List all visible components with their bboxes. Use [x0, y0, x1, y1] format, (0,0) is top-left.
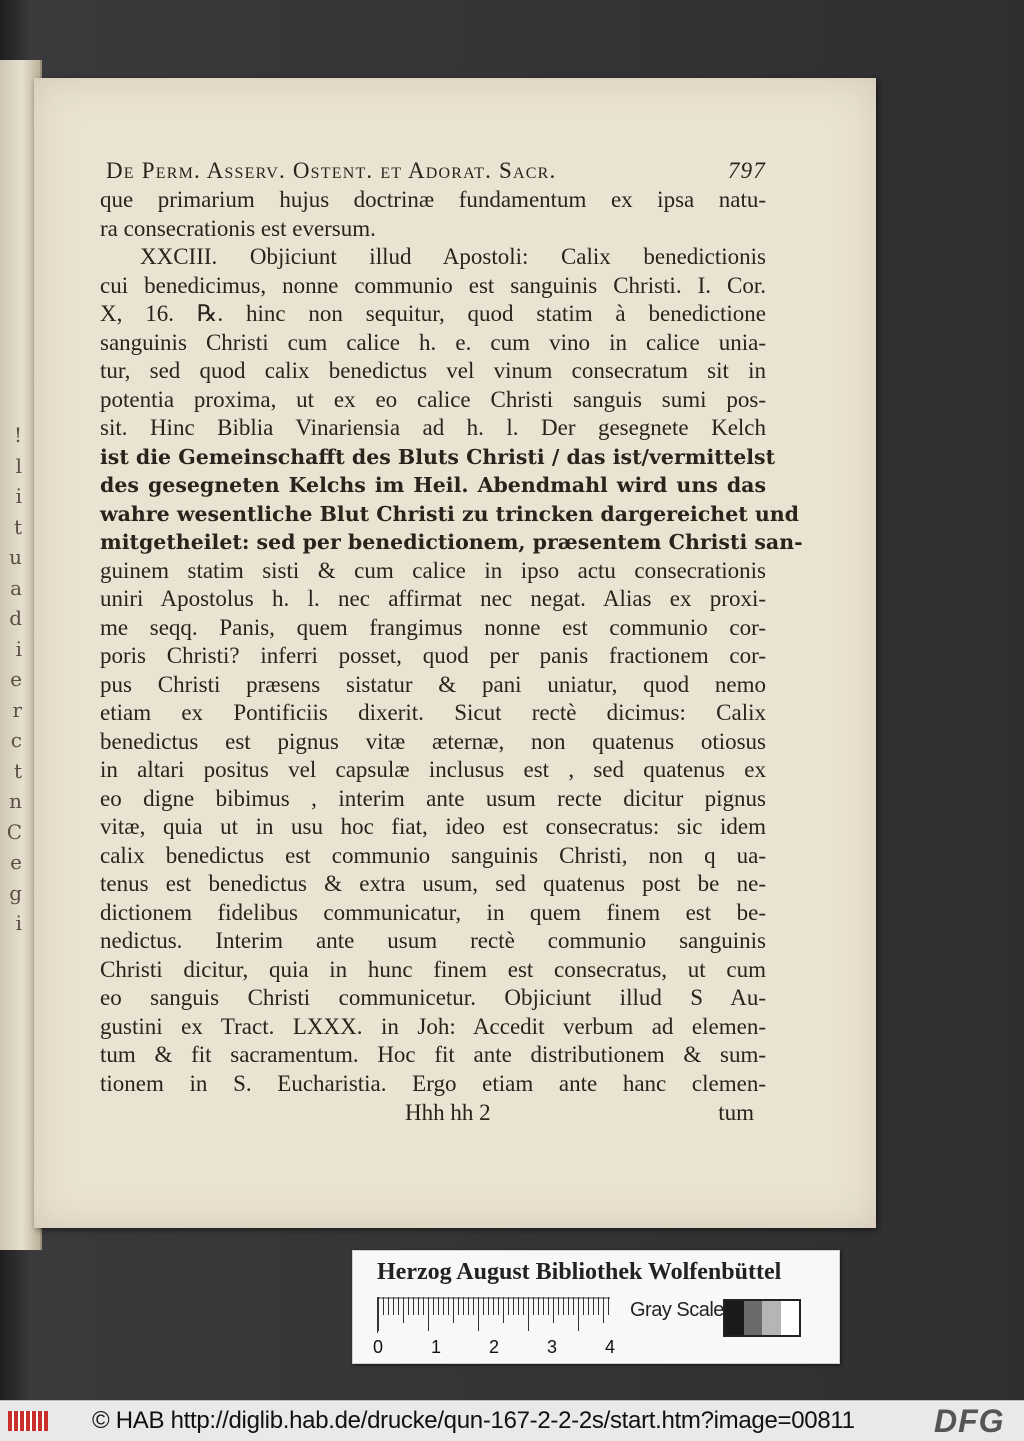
facing-page-glyph: l	[15, 453, 22, 478]
text-line: cui benedicimus, nonne communio est sanguinis Christi. I. Cor.	[100, 272, 766, 298]
text-line: X, 16. ℞. hinc non sequitur, quod statim à benedictione	[100, 301, 766, 326]
text-line: etiam ex Pontificiis dixerit. Sicut rectè dicimus: Calix	[100, 700, 766, 725]
facing-page-glyph: e	[10, 667, 22, 691]
gray-scale-swatches	[723, 1299, 801, 1337]
signature-mark: Hhh hh 2	[405, 1100, 491, 1125]
text-line: benedictus est pignus vitæ æternæ, non quatenus otiosus	[100, 728, 766, 754]
scale-ruler	[377, 1297, 610, 1333]
text-line: vitæ, quia ut in usu hoc fiat, ideo est consecratus: sic idem	[100, 814, 766, 839]
text-line: uniri Apostolus h. l. nec affirmat nec negat. Alias ex proxi-	[100, 586, 766, 611]
facing-page-glyph: u	[9, 545, 22, 569]
text-line: des gesegneten Kelchs im Heil. Abendmahl wird uns das	[100, 473, 766, 497]
facing-page-text-fragments	[0, 420, 22, 939]
facing-page-glyph: i	[15, 636, 22, 661]
facing-page-glyph: n	[9, 789, 22, 813]
gray-scale-label: Gray Scale	[630, 1299, 724, 1321]
facing-page-glyph: C	[6, 819, 22, 844]
running-head	[106, 156, 766, 186]
ruler-number: 3	[547, 1337, 558, 1357]
text-line: tur, sed quod calix benedictus vel vinum consecratum sit in	[100, 358, 766, 383]
text-line: eo digne bibimus , interim ante usum recte dicitur pignus	[100, 785, 766, 811]
text-line: wahre wesentliche Blut Christi zu trincken dargereichet und	[100, 501, 799, 526]
text-line: dictionem fidelibus communicatur, in quem finem est be-	[100, 899, 766, 925]
ruler-number: 1	[431, 1337, 442, 1357]
running-head-title: De Perm. Asserv. Ostent. et Adorat. Sacr.	[106, 158, 557, 183]
ruler-numbers	[369, 1337, 629, 1357]
catchword: tum	[718, 1100, 754, 1125]
text-line: XXCIII. Objiciunt illud Apostoli: Calix benedictionis	[140, 244, 766, 269]
source-url-link[interactable]: © HAB http://diglib.hab.de/drucke/qun-167-2-2-2s/start.htm?image=00811	[92, 1407, 855, 1434]
text-line: calix benedictus est communio sanguinis Christi, non q ua-	[100, 842, 766, 868]
text-line: Christi dicitur, quia in hunc finem est consecratus, ut cum	[100, 956, 766, 982]
text-line: pus Christi præsens sistatur & pani uniatur, quod nemo	[100, 671, 766, 697]
gray-swatch	[781, 1301, 800, 1335]
text-line: ra consecrationis est eversum.	[100, 215, 376, 241]
facing-page-glyph: r	[12, 697, 22, 722]
text-line: mitgetheilet: sed per benedictionem, præsentem Christi san-	[100, 530, 803, 554]
book-page	[34, 78, 876, 1228]
facing-page-glyph: d	[9, 606, 22, 630]
text-line: tum & fit sacramentum. Hoc fit ante distributionem & sum-	[100, 1042, 766, 1067]
signature-line	[100, 1098, 766, 1128]
gray-swatch	[744, 1301, 763, 1335]
facing-page-glyph: g	[9, 880, 22, 905]
library-color-target	[352, 1250, 840, 1364]
text-line: tenus est benedictus & extra usum, sed quatenus post be ne-	[100, 871, 766, 896]
text-line: eo sanguis Christi communicetur. Objiciunt illud S Au-	[100, 985, 766, 1010]
ruler-number: 4	[605, 1337, 616, 1357]
page-number: 797	[727, 158, 766, 183]
text-line: in altari positus vel capsulæ inclusus est , sed quatenus ex	[100, 757, 766, 782]
hab-barcode-icon	[8, 1407, 48, 1435]
dfg-logo: DFG	[934, 1403, 1005, 1439]
text-block	[100, 156, 803, 1128]
viewer-footer	[0, 1400, 1024, 1441]
facing-page-glyph: t	[13, 514, 22, 539]
text-line: nedictus. Interim ante usum rectè communio sanguinis	[100, 928, 766, 953]
text-line: sanguinis Christi cum calice h. e. cum vino in calice unia-	[100, 329, 766, 355]
text-line: me seqq. Panis, quem frangimus nonne est communio cor-	[100, 614, 766, 640]
text-line: tionem in S. Eucharistia. Ergo etiam ante hanc clemen-	[100, 1070, 766, 1096]
text-line: ist die Gemeinschafft des Bluts Christi / das ist/vermittelst	[100, 444, 776, 469]
library-name: Herzog August Bibliothek Wolfenbüttel	[377, 1259, 782, 1285]
facing-page-glyph: a	[10, 575, 22, 600]
text-line: potentia proxima, ut ex eo calice Christi sanguis sumi pos-	[100, 386, 766, 412]
facing-page-glyph: i	[15, 911, 22, 935]
ruler-number: 0	[373, 1337, 384, 1357]
text-line: gustini ex Tract. LXXX. in Joh: Accedit verbum ad elemen-	[100, 1013, 766, 1039]
body-text	[100, 186, 803, 1098]
ruler-number: 2	[489, 1337, 500, 1357]
facing-page-glyph: t	[13, 758, 22, 783]
gray-swatch	[762, 1301, 781, 1335]
gray-swatch	[725, 1301, 744, 1335]
text-line: guinem statim sisti & cum calice in ipso actu consecrationis	[100, 557, 766, 583]
facing-page-glyph: i	[15, 484, 22, 508]
facing-page-glyph: e	[10, 850, 22, 874]
facing-page-glyph: c	[10, 728, 22, 752]
text-line: poris Christi? inferri posset, quod per panis fractionem cor-	[100, 643, 766, 668]
text-line: que primarium hujus doctrinæ fundamentum ex ipsa natu-	[100, 187, 766, 212]
facing-page-glyph: !	[13, 423, 22, 447]
text-line: sit. Hinc Biblia Vinariensia ad h. l. Der gesegnete Kelch	[100, 415, 766, 440]
